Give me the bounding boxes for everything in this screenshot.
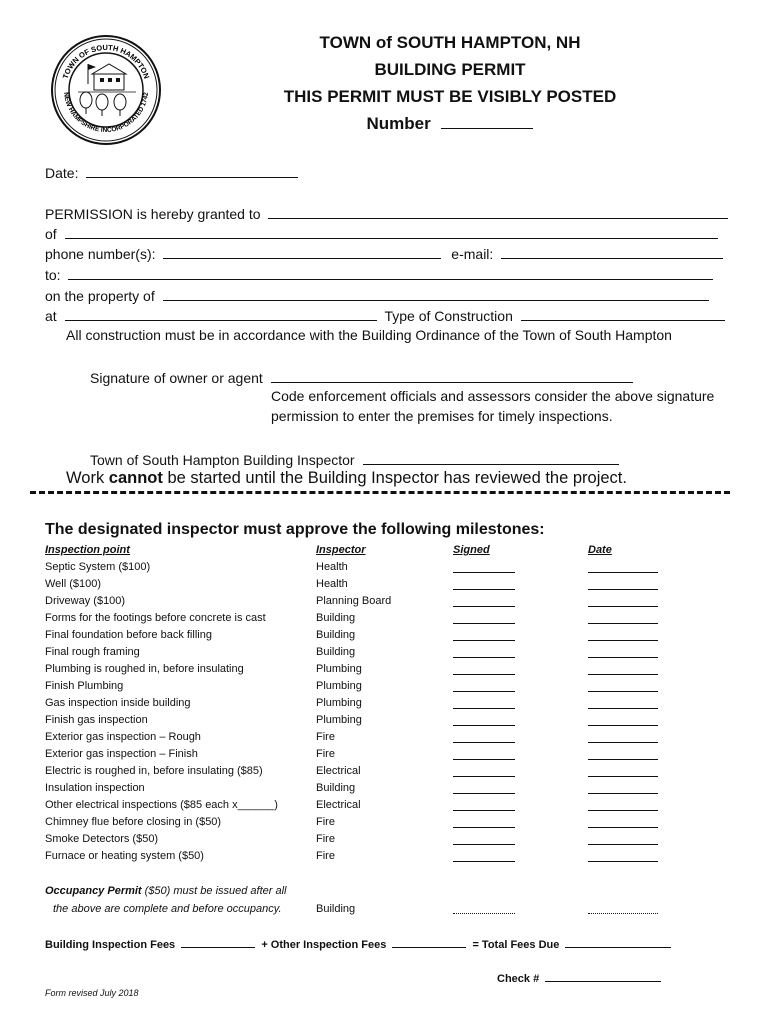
date-field[interactable]	[588, 861, 658, 862]
warning-pre: Work	[66, 469, 109, 487]
occupancy-bold: Occupancy Permit	[45, 885, 142, 897]
occupancy-note-2: the above are complete and before occupancy.	[53, 903, 282, 915]
property-label: on the property of	[45, 288, 155, 304]
header-posting-notice: THIS PERMIT MUST BE VISIBLY POSTED	[283, 87, 617, 106]
inspection-point: Driveway ($100)	[45, 595, 126, 607]
ordinance-note: All construction must be in accordance with the Building Ordinance of the Town of South Hampton	[66, 327, 672, 343]
date-field[interactable]	[588, 572, 658, 573]
table-row	[45, 578, 675, 595]
inspector-name: Electrical	[316, 799, 361, 811]
date-field[interactable]	[588, 708, 658, 709]
other-fees-label: + Other Inspection Fees	[261, 939, 387, 951]
date-field[interactable]	[588, 674, 658, 675]
date-field[interactable]	[588, 623, 658, 624]
signed-field[interactable]	[453, 742, 515, 743]
to-row	[45, 265, 713, 283]
inspector-name: Health	[316, 561, 348, 573]
property-field[interactable]	[163, 286, 709, 301]
date-field[interactable]	[588, 776, 658, 777]
col-inspector: Inspector	[316, 544, 366, 556]
property-row	[45, 286, 709, 304]
date-field[interactable]	[588, 793, 658, 794]
date-field[interactable]	[588, 827, 658, 828]
signature-label: Signature of owner or agent	[90, 370, 263, 386]
inspector-name: Health	[316, 578, 348, 590]
phone-label: phone number(s):	[45, 246, 156, 262]
svg-text:TOWN OF SOUTH HAMPTON: TOWN OF SOUTH HAMPTON	[60, 42, 152, 80]
permission-label: PERMISSION is hereby granted to	[45, 206, 261, 222]
signed-field[interactable]	[453, 589, 515, 590]
col-date: Date	[588, 544, 612, 556]
inspection-point: Other electrical inspections ($85 each x______)	[45, 799, 278, 811]
date-field[interactable]	[588, 657, 658, 658]
date-field[interactable]	[86, 163, 298, 178]
phone-email-row	[45, 244, 723, 262]
table-row	[45, 663, 675, 680]
signed-field[interactable]	[453, 623, 515, 624]
milestones-table	[45, 544, 675, 867]
inspector-name: Fire	[316, 833, 335, 845]
date-field[interactable]	[588, 810, 658, 811]
email-label: e-mail:	[451, 246, 494, 262]
table-row	[45, 697, 675, 714]
inspection-point: Finish gas inspection	[45, 714, 148, 726]
inspector-name: Plumbing	[316, 663, 362, 675]
fees-row	[45, 937, 671, 951]
date-field[interactable]	[588, 589, 658, 590]
inspector-name: Fire	[316, 731, 335, 743]
form-revised-note: Form revised July 2018	[45, 988, 139, 998]
signed-field[interactable]	[453, 776, 515, 777]
inspector-name: Planning Board	[316, 595, 392, 607]
check-row	[497, 971, 661, 985]
signature-row	[90, 368, 633, 386]
header-permit-title: BUILDING PERMIT	[374, 60, 526, 79]
col-inspection-point: Inspection point	[45, 544, 130, 556]
permission-row	[45, 204, 728, 222]
construction-type-label: Type of Construction	[384, 308, 513, 324]
building-fees-field[interactable]	[181, 937, 255, 948]
date-field[interactable]	[588, 640, 658, 641]
inspection-point: Electric is roughed in, before insulating ($85)	[45, 765, 263, 777]
occupancy-rest: ($50) must be issued after all	[141, 885, 287, 897]
of-row	[45, 224, 718, 242]
signed-field[interactable]	[453, 691, 515, 692]
signed-field[interactable]	[453, 861, 515, 862]
date-field[interactable]	[588, 742, 658, 743]
inspection-point: Smoke Detectors ($50)	[45, 833, 159, 845]
total-fees-label: = Total Fees Due	[472, 939, 560, 951]
table-row	[45, 680, 675, 697]
signed-field[interactable]	[453, 844, 515, 845]
inspector-name: Fire	[316, 850, 335, 862]
inspector-name: Plumbing	[316, 697, 362, 709]
table-row	[45, 782, 675, 799]
inspection-point: Final rough framing	[45, 646, 140, 658]
svg-text:NEW HAMPSHIRE INCORPORATED 174: NEW HAMPSHIRE INCORPORATED 1742	[62, 91, 150, 135]
signed-field[interactable]	[453, 708, 515, 709]
check-label: Check #	[497, 973, 540, 985]
inspection-point: Furnace or heating system ($50)	[45, 850, 204, 862]
signature-note-2: permission to enter the premises for timely inspections.	[271, 408, 613, 424]
signature-note-1: Code enforcement officials and assessors consider the above signature	[271, 388, 715, 404]
to-label: to:	[45, 267, 61, 283]
signed-field[interactable]	[453, 606, 515, 607]
signed-field[interactable]	[453, 725, 515, 726]
signed-field[interactable]	[453, 674, 515, 675]
signed-field[interactable]	[453, 810, 515, 811]
inspector-name: Building	[316, 646, 356, 658]
total-fees-field[interactable]	[565, 937, 671, 948]
inspector-name: Plumbing	[316, 714, 362, 726]
table-row	[45, 850, 675, 867]
check-number-field[interactable]	[545, 971, 661, 982]
signature-field[interactable]	[271, 368, 633, 383]
inspector-name: Building	[316, 629, 356, 641]
warning-bold: cannot	[108, 469, 163, 487]
inspection-point: Exterior gas inspection – Finish	[45, 748, 198, 760]
warning-post: be started until the Building Inspector has reviewed the project.	[162, 469, 627, 487]
inspector-name: Electrical	[316, 765, 361, 777]
inspection-point: Plumbing is roughed in, before insulating	[45, 663, 244, 675]
of-field[interactable]	[65, 224, 718, 239]
inspection-point: Exterior gas inspection – Rough	[45, 731, 201, 743]
signed-field[interactable]	[453, 759, 515, 760]
inspector-name: Building	[316, 612, 356, 624]
email-field[interactable]	[501, 244, 723, 259]
at-label: at	[45, 308, 57, 324]
inspector-name: Building	[316, 782, 356, 794]
date-field[interactable]	[588, 606, 658, 607]
permit-number-label: Number	[366, 114, 431, 133]
building-fees-label: Building Inspection Fees	[45, 939, 176, 951]
inspection-point: Forms for the footings before concrete is cast	[45, 612, 266, 624]
permit-number-field[interactable]	[441, 114, 533, 129]
table-row	[45, 561, 675, 578]
table-row	[45, 731, 675, 748]
table-row	[45, 646, 675, 663]
inspector-name: Fire	[316, 816, 335, 828]
table-row	[45, 714, 675, 731]
signed-field[interactable]	[453, 640, 515, 641]
table-row	[45, 629, 675, 646]
inspection-point: Final foundation before back filling	[45, 629, 212, 641]
table-row	[45, 816, 675, 833]
date-field[interactable]	[588, 759, 658, 760]
cut-line-divider	[30, 491, 730, 494]
inspector-name: Fire	[316, 748, 335, 760]
inspector-label: Town of South Hampton Building Inspector	[90, 452, 355, 468]
milestones-title: The designated inspector must approve the following milestones:	[45, 521, 545, 538]
signed-field[interactable]	[453, 793, 515, 794]
inspector-signature-field[interactable]	[363, 450, 619, 465]
signed-field[interactable]	[453, 572, 515, 573]
inspection-point: Septic System ($100)	[45, 561, 151, 573]
date-field[interactable]	[588, 844, 658, 845]
occupancy-note	[45, 885, 287, 897]
signed-field[interactable]	[453, 827, 515, 828]
permit-number	[200, 114, 700, 134]
signed-field[interactable]	[453, 657, 515, 658]
occupancy-date-field[interactable]	[588, 913, 658, 914]
occupancy-inspector: Building	[316, 903, 356, 915]
table-row	[45, 595, 675, 612]
inspection-point: Finish Plumbing	[45, 680, 124, 692]
inspector-name: Plumbing	[316, 680, 362, 692]
inspection-point: Insulation inspection	[45, 782, 145, 794]
table-row	[45, 765, 675, 782]
at-row	[45, 306, 725, 324]
to-field[interactable]	[68, 265, 713, 280]
table-row	[45, 748, 675, 765]
phone-field[interactable]	[163, 244, 441, 259]
date-field[interactable]	[588, 691, 658, 692]
other-fees-field[interactable]	[392, 937, 466, 948]
occupancy-signed-field[interactable]	[453, 913, 515, 914]
table-header	[45, 544, 675, 561]
work-warning	[66, 469, 627, 488]
inspection-point: Chimney flue before closing in ($50)	[45, 816, 222, 828]
inspection-point: Well ($100)	[45, 578, 102, 590]
inspector-row	[90, 450, 619, 468]
header-town: TOWN of SOUTH HAMPTON, NH	[319, 33, 581, 52]
date-field[interactable]	[588, 725, 658, 726]
table-row	[45, 833, 675, 850]
date-row	[45, 163, 298, 181]
inspection-point: Gas inspection inside building	[45, 697, 191, 709]
town-seal-logo	[50, 34, 162, 146]
construction-type-field[interactable]	[521, 306, 725, 321]
date-label: Date:	[45, 165, 79, 181]
address-field[interactable]	[65, 306, 377, 321]
permission-field[interactable]	[268, 204, 728, 219]
col-signed: Signed	[453, 544, 490, 556]
table-row	[45, 799, 675, 816]
of-label: of	[45, 226, 57, 242]
table-row	[45, 612, 675, 629]
